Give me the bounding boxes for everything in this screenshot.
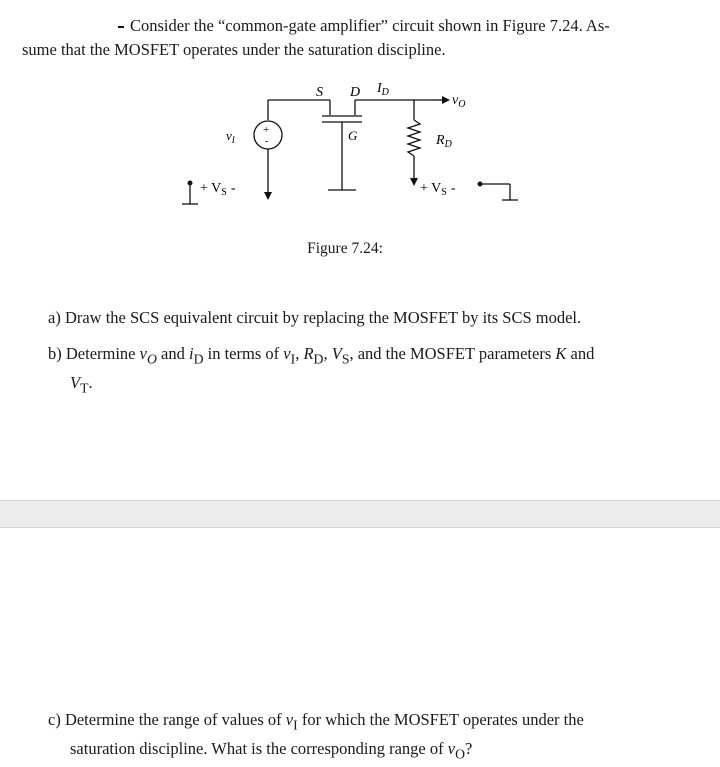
arrow-vo: [442, 96, 450, 104]
label-minus: -: [265, 136, 269, 147]
figure-caption: Figure 7.24:: [307, 240, 383, 257]
label-vs-left: + $V_S$ -: [200, 181, 236, 198]
arrow-down-right: [410, 178, 418, 186]
label-plus: +: [263, 124, 270, 136]
label-vs-right: + $V_S$ -: [420, 181, 456, 198]
label-s: S: [316, 85, 323, 100]
intro-line-2: sume that the MOSFET operates under the saturation discipline.: [22, 40, 446, 59]
node-right: [478, 182, 483, 187]
question-a: a) Draw the SCS equivalent circuit by replacing the MOSFET by its SCS model.: [48, 308, 582, 327]
arrow-down-left: [264, 192, 272, 200]
question-c: c) Determine the range of values of $v_I$ for which the MOSFET operates under the saturation discipline. What is the corresponding range of $v_O$?: [48, 710, 584, 762]
problem-intro: [22, 14, 702, 62]
bullet-dash: [118, 26, 124, 28]
node-left: [188, 181, 193, 186]
label-vi: $v_I$: [226, 128, 235, 145]
intro-text-1: Consider the “common-gate amplifier” circuit shown in Figure 7.24. As-: [130, 16, 610, 35]
intro-line-1: [22, 14, 702, 38]
page-separator: [0, 500, 720, 528]
resistor-rd: [408, 120, 420, 156]
question-b: b) Determine $v_O$ and $i_D$ in terms of $v_I$, $R_D$, $V_S$, and the MOSFET parameters K and $V_T$.: [48, 344, 595, 396]
label-g: G: [348, 128, 358, 143]
label-d: D: [350, 85, 361, 100]
label-rd: $R_D$: [436, 133, 452, 150]
circuit-figure: [150, 80, 570, 230]
label-id: $I_D$: [377, 81, 389, 98]
label-vo: $v_O$: [452, 93, 466, 110]
